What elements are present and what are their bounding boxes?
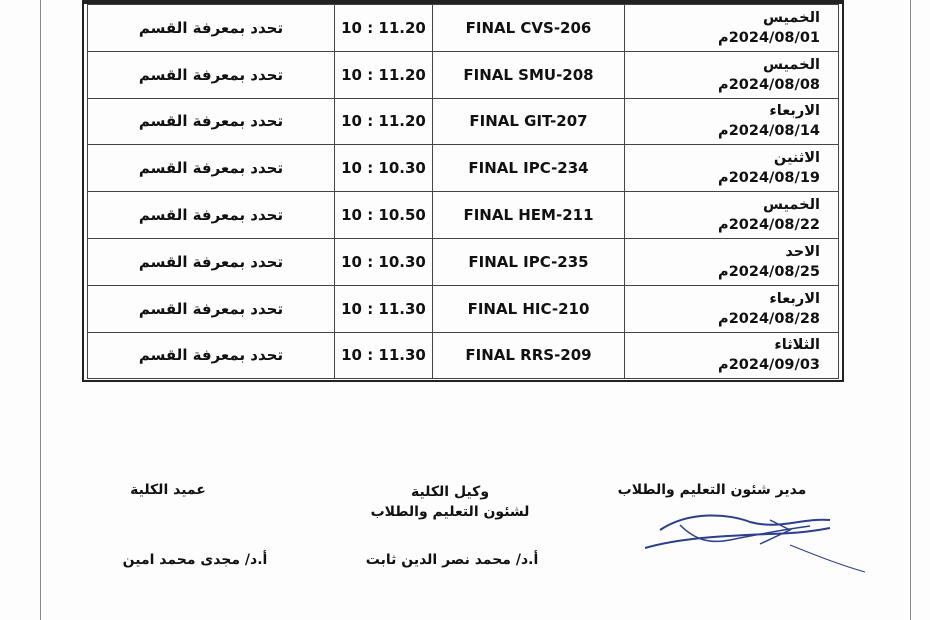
- course-cell: FINAL IPC-234: [433, 145, 625, 192]
- vice-dean-title-line1: وكيل الكلية: [410, 484, 490, 500]
- director-handwritten-signature: [640, 500, 880, 580]
- course-cell: FINAL HEM-211: [433, 192, 625, 239]
- exam-date: 2024/08/19م: [718, 170, 820, 187]
- time-cell: 10 : 10.30: [335, 238, 433, 285]
- location-cell: تحدد بمعرفة القسم: [88, 192, 335, 239]
- exam-day: الاثنين: [773, 150, 820, 167]
- exam-date: 2024/09/03م: [718, 357, 820, 374]
- location-cell: تحدد بمعرفة القسم: [88, 145, 335, 192]
- schedule-row: [88, 5, 839, 52]
- page-border-right: [910, 0, 911, 620]
- exam-day: الخميس: [762, 56, 820, 73]
- location-cell: تحدد بمعرفة القسم: [88, 98, 335, 145]
- day-date-cell: [625, 51, 839, 98]
- day-date-cell: [625, 145, 839, 192]
- course-cell: FINAL RRS-209: [433, 332, 625, 379]
- course-cell: FINAL GIT-207: [433, 98, 625, 145]
- exam-date: 2024/08/25م: [718, 263, 820, 280]
- schedule-row: [88, 145, 839, 192]
- exam-day: الاربعاء: [769, 290, 820, 307]
- schedule-row: [88, 238, 839, 285]
- exam-day: الثلاثاء: [774, 337, 820, 354]
- exam-schedule-table-frame: [82, 0, 844, 382]
- exam-day: الخميس: [762, 197, 820, 214]
- location-cell: تحدد بمعرفة القسم: [88, 285, 335, 332]
- location-cell: تحدد بمعرفة القسم: [88, 238, 335, 285]
- time-cell: 10 : 10.50: [335, 192, 433, 239]
- dean-name: أ.د/ مجدى محمد امين: [122, 552, 268, 568]
- exam-schedule-body: [88, 5, 839, 379]
- director-title: مدير شئون التعليم والطلاب: [617, 482, 807, 498]
- exam-date: 2024/08/22م: [718, 217, 820, 234]
- exam-date: 2024/08/01م: [718, 29, 820, 46]
- exam-day: الاربعاء: [769, 103, 820, 120]
- time-cell: 10 : 11.20: [335, 5, 433, 52]
- course-cell: FINAL IPC-235: [433, 238, 625, 285]
- day-date-cell: [625, 238, 839, 285]
- exam-day: الخميس: [762, 9, 820, 26]
- page-border-left: [40, 0, 41, 620]
- time-cell: 10 : 11.30: [335, 285, 433, 332]
- location-cell: تحدد بمعرفة القسم: [88, 5, 335, 52]
- exam-date: 2024/08/28م: [718, 310, 820, 327]
- time-cell: 10 : 11.20: [335, 98, 433, 145]
- vice-dean-name: أ.د/ محمد نصر الدين ثابت: [365, 552, 539, 568]
- schedule-row: [88, 51, 839, 98]
- day-date-cell: [625, 285, 839, 332]
- exam-date: 2024/08/14م: [718, 123, 820, 140]
- day-date-cell: [625, 5, 839, 52]
- exam-date: 2024/08/08م: [718, 76, 820, 93]
- time-cell: 10 : 10.30: [335, 145, 433, 192]
- day-date-cell: [625, 332, 839, 379]
- time-cell: 10 : 11.20: [335, 51, 433, 98]
- vice-dean-title-line2: لشئون التعليم والطلاب: [370, 504, 530, 520]
- vice-dean-title: [350, 482, 550, 522]
- course-cell: FINAL HIC-210: [433, 285, 625, 332]
- exam-schedule-table: [87, 4, 839, 379]
- day-date-cell: [625, 98, 839, 145]
- course-cell: FINAL SMU-208: [433, 51, 625, 98]
- dean-title: عميد الكلية: [130, 482, 206, 498]
- course-cell: FINAL CVS-206: [433, 5, 625, 52]
- schedule-row: [88, 332, 839, 379]
- location-cell: تحدد بمعرفة القسم: [88, 332, 335, 379]
- schedule-row: [88, 192, 839, 239]
- exam-day: الاحد: [785, 243, 820, 260]
- time-cell: 10 : 11.30: [335, 332, 433, 379]
- day-date-cell: [625, 192, 839, 239]
- schedule-row: [88, 98, 839, 145]
- location-cell: تحدد بمعرفة القسم: [88, 51, 335, 98]
- schedule-row: [88, 285, 839, 332]
